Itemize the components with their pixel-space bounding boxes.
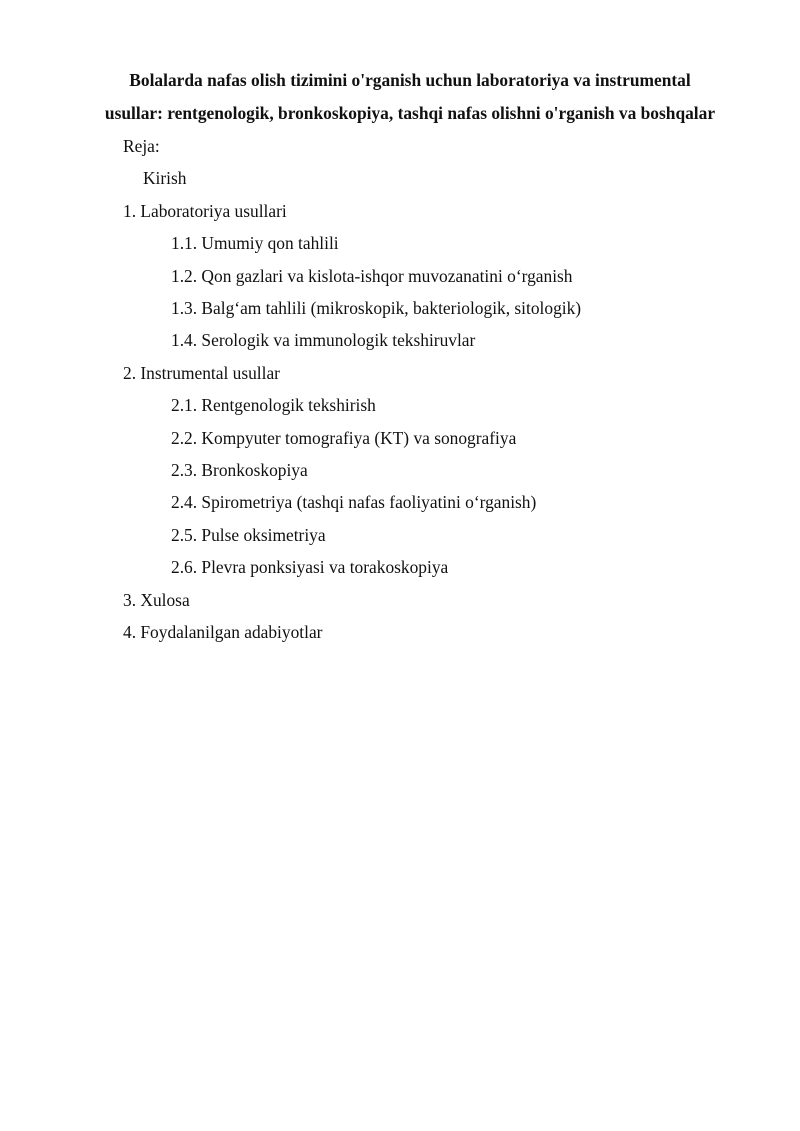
- subsection-1-3: 1.3. Balgʻam tahlili (mikroskopik, bakteriologik, sitologik): [171, 298, 582, 318]
- subsection-1-2: 1.2. Qon gazlari va kislota-ishqor muvozanatini oʻrganish: [171, 266, 573, 286]
- intro-item: Kirish: [143, 168, 187, 188]
- section-1-label: 1. Laboratoriya usullari: [123, 201, 287, 221]
- plan-label: Reja:: [123, 136, 160, 156]
- subsection-2-1: 2.1. Rentgenologik tekshirish: [171, 395, 376, 415]
- subsection-2-5: 2.5. Pulse oksimetriya: [171, 525, 326, 545]
- subsection-1-4: 1.4. Serologik va immunologik tekshiruvlar: [171, 330, 476, 350]
- section-2-label: 2. Instrumental usullar: [123, 363, 280, 383]
- document-title-line-2: usullar: rentgenologik, bronkoskopiya, tashqi nafas olishni o'rganish va boshqalar: [104, 103, 716, 123]
- subsection-1-1: 1.1. Umumiy qon tahlili: [171, 233, 339, 253]
- section-3-label: 3. Xulosa: [123, 590, 190, 610]
- subsection-2-6: 2.6. Plevra ponksiyasi va torakoskopiya: [171, 557, 449, 577]
- subsection-2-2: 2.2. Kompyuter tomografiya (KT) va sonografiya: [171, 428, 517, 448]
- section-4-label: 4. Foydalanilgan adabiyotlar: [123, 622, 323, 642]
- subsection-2-4: 2.4. Spirometriya (tashqi nafas faoliyatini oʻrganish): [171, 492, 537, 512]
- subsection-2-3: 2.3. Bronkoskopiya: [171, 460, 308, 480]
- document-title-line-1: Bolalarda nafas olish tizimini o'rganish uchun laboratoriya va instrumental: [129, 70, 691, 90]
